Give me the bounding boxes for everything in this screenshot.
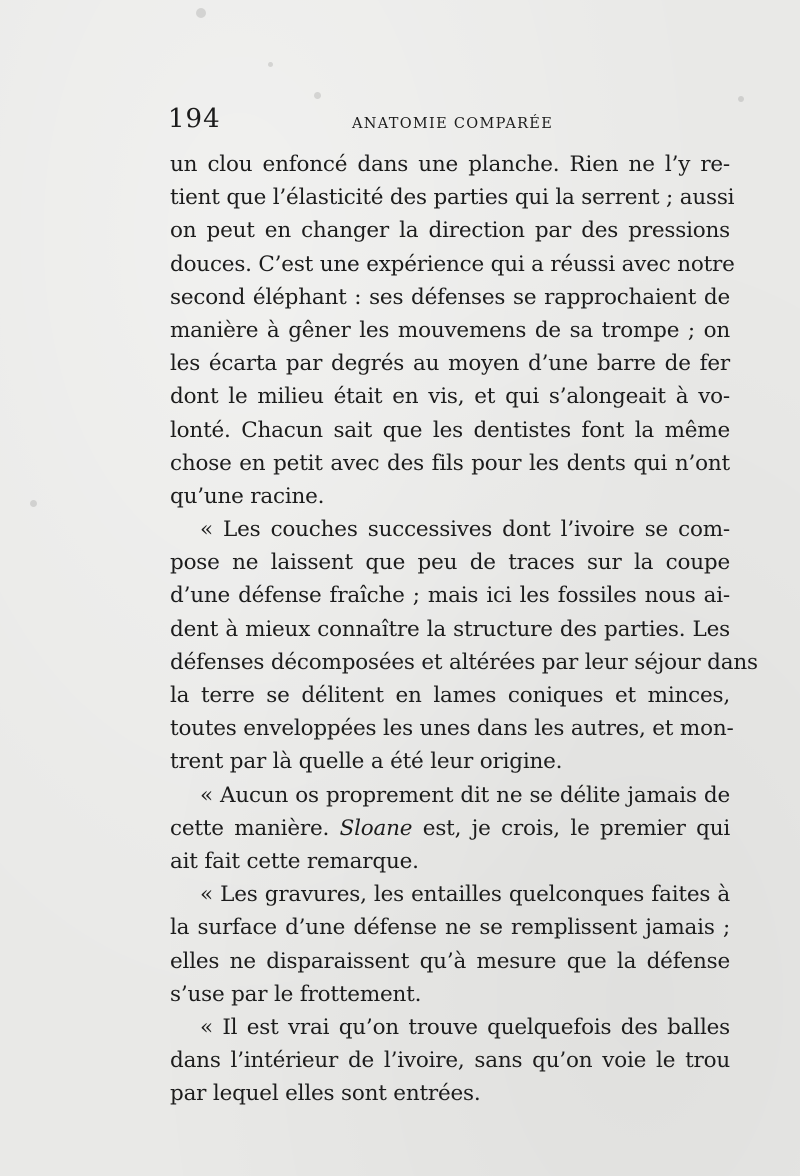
text-line: lonté. Chacun sait que les dentistes font la même (170, 417, 730, 443)
paper-blemish (196, 8, 206, 18)
text-line: manière à gêner les mouvemens de sa trompe ; on (170, 317, 730, 343)
text-line: un clou enfoncé dans une planche. Rien ne l’y re- (170, 152, 730, 177)
text-line: par lequel elles sont entrées. (170, 1081, 481, 1107)
text-line: s’use par le frottement. (170, 981, 422, 1007)
text-fragment: cette manière. (170, 815, 330, 841)
text-line: pose ne laissent que peu de traces sur la coupe (170, 550, 730, 576)
paragraph (170, 779, 730, 879)
paragraph (170, 1011, 730, 1111)
running-head: ANATOMIE COMPARÉE (352, 116, 554, 132)
paper-blemish (738, 96, 744, 102)
text-line: trent par là quelle a été leur origine. (170, 749, 563, 775)
text-line: dent à mieux connaître la structure des parties. Les (170, 616, 730, 642)
body-text (170, 148, 758, 1110)
text-line: la surface d’une défense ne se remplissent jamais ; (170, 915, 730, 941)
text-line: la terre se délitent en lames coniques et minces, (170, 683, 730, 708)
paper-blemish (30, 500, 37, 507)
text-line (170, 812, 730, 845)
text-line: qu’une racine. (170, 483, 325, 509)
paper-blemish (314, 92, 321, 99)
page-header (168, 104, 728, 144)
text-line: douces. C’est une expérience qui a réussi avec notre (170, 251, 735, 277)
text-line: « Les couches successives dont l’ivoire se com- (200, 517, 730, 543)
text-line: tient que l’élasticité des parties qui la serrent ; aussi (170, 185, 735, 211)
paper-blemish (268, 62, 273, 67)
page-number: 194 (168, 104, 221, 134)
text-line: ait fait cette remarque. (170, 848, 419, 874)
text-line: second éléphant : ses défenses se rapprochaient de (170, 284, 730, 310)
text-line: défenses décomposées et altérées par leur séjour dans (170, 649, 758, 675)
text-line: « Les gravures, les entailles quelconques faites à (200, 882, 730, 908)
text-line: dans l’intérieur de l’ivoire, sans qu’on voie le trou (170, 1048, 730, 1074)
text-line: « Aucun os proprement dit ne se délite jamais de (200, 782, 730, 808)
text-line: d’une défense fraîche ; mais ici les fossiles nous ai- (170, 583, 730, 609)
text-line: chose en petit avec des fils pour les dents qui n’ont (170, 450, 730, 476)
text-line: dont le milieu était en vis, et qui s’alongeait à vo- (170, 384, 730, 410)
text-line: elles ne disparaissent qu’à mesure que la défense (170, 948, 730, 974)
paragraph (170, 513, 758, 779)
paragraph (170, 148, 735, 513)
text-line: on peut en changer la direction par des pressions (170, 218, 730, 244)
text-line: les écarta par degrés au moyen d’une barre de fer (170, 351, 730, 377)
author-name: Sloane (339, 815, 413, 841)
paragraph (170, 878, 730, 1011)
text-line: toutes enveloppées les unes dans les autres, et mon- (170, 716, 734, 742)
text-line: « Il est vrai qu’on trouve quelquefois des balles (200, 1014, 730, 1040)
text-fragment: est, je crois, le premier qui (412, 815, 731, 841)
